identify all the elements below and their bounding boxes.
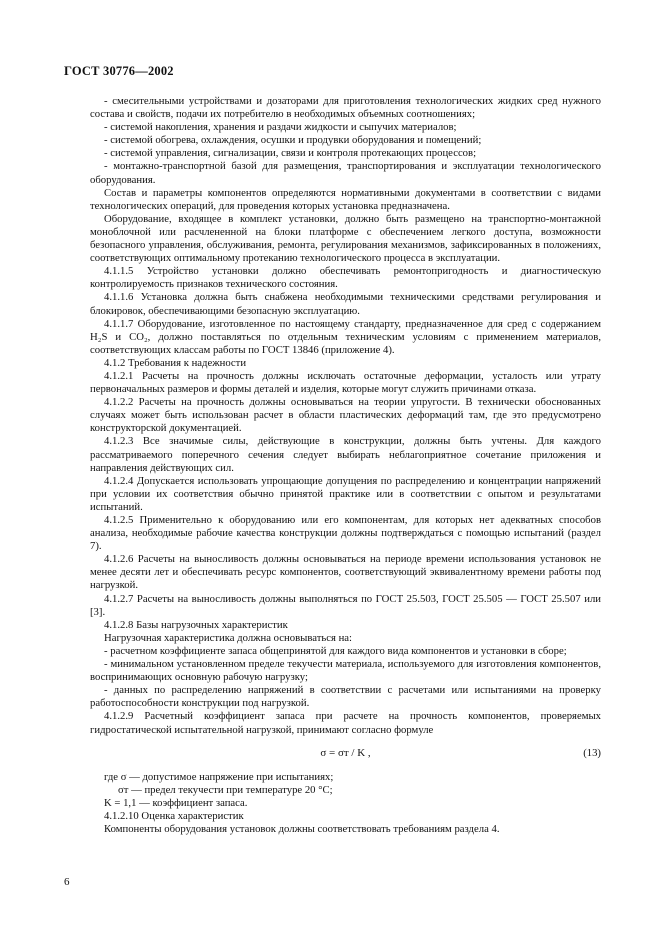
paragraph: 4.1.2.7 Расчеты на выносливость должны выполняться по ГОСТ 25.503, ГОСТ 25.505 — ГОСТ 25.507 или [3]. [90, 592, 601, 618]
paragraph: 4.1.2.2 Расчеты на прочность должны основываться на теории упругости. В технически обоснованных случаях может быть использован расчет в области пластических деформаций там, где это предусмотрено конструкторской документацией. [90, 396, 601, 435]
section-heading: 4.1.2.10 Оценка характеристик [104, 809, 244, 822]
page-header: ГОСТ 30776—2002 [64, 64, 174, 78]
paragraph: σт — предел текучести при температуре 20 °С; [118, 783, 333, 796]
paragraph: 4.1.2.5 Применительно к оборудованию или его компонентам, для которых нет адекватных способов анализа, необходимые рабочие качества конструкции должны подтверждаться с помощью испытаний (раздел 7). [90, 514, 601, 553]
section-heading: 4.1.2.8 Базы нагрузочных характеристик [104, 618, 288, 631]
paragraph: 4.1.2.9 Расчетный коэффициент запаса при расчете на прочность компонентов, проверяемых гидростатической испытательной нагрузкой, принимают согласно формуле [90, 710, 601, 736]
paragraph: - системой накопления, хранения и раздачи жидкости и сыпучих материалов; [104, 121, 457, 134]
paragraph: - системой управления, сигнализации, связи и контроля протекающих процессов; [104, 147, 477, 160]
formula-number: (13) [583, 746, 601, 759]
paragraph: - смесительными устройствами и дозаторами для приготовления технологических жидких сред нужного состава и свойств, подачи их потребителю в необходимых объемных соотношениях; [90, 95, 601, 121]
paragraph: Состав и параметры компонентов определяются нормативными документами в соответствии с видами технологических операций, для проведения которых установка предназначена. [90, 186, 601, 212]
list-item: - данных по распределению напряжений в соответствии с расчетами или испытаниями на проверку работоспособности конструкции под нагрузкой. [90, 684, 601, 710]
paragraph: - монтажно-транспортной базой для размещения, транспортирования и эксплуатации технологического оборудования. [90, 160, 601, 186]
formula: σ = σт / K , [320, 746, 371, 759]
document-body [90, 95, 601, 836]
paragraph: 4.1.1.5 Устройство установки должно обеспечивать ремонтопригодность и диагностическую контролируемость признаков технического состояния. [90, 265, 601, 291]
paragraph: 4.1.1.6 Установка должна быть снабжена необходимыми техническими средствами регулирования и блокировок, обеспечивающими безопасную эксплуатацию. [90, 291, 601, 317]
list-item: - минимальном установленном пределе текучести материала, используемого для изготовления компонентов, воспринимающих основную рабочую нагрузку; [90, 658, 601, 684]
paragraph: K = 1,1 — коэффициент запаса. [104, 796, 248, 809]
paragraph: 4.1.2.4 Допускается использовать упрощающие допущения по распределению и концентрации напряжений при условии их соответствия обычно принятой практике или в соответствии с опытом и результатами испытаний. [90, 474, 601, 513]
page-number: 6 [64, 876, 70, 888]
paragraph: 4.1.2.3 Все значимые силы, действующие в конструкции, должны быть учтены. Для каждого рассматриваемого поперечного сечения следует выбирать неблагоприятное сочетание приложения и направления действующих сил. [90, 435, 601, 474]
paragraph: где σ — допустимое напряжение при испытаниях; [104, 770, 334, 783]
paragraph: Нагрузочная характеристика должна основываться на: [104, 631, 353, 644]
paragraph: - системой обогрева, охлаждения, осушки и продувки оборудования и помещений; [104, 134, 482, 147]
paragraph: 4.1.1.7 Оборудование, изготовленное по настоящему стандарту, предназначенное для сред с содержанием H₂S и CO₂, должно поставляться по отдельным техническим условиям с применением материалов, соответствующих классам работы по ГОСТ 13846 (приложение 4). [90, 317, 601, 356]
paragraph: 4.1.2.1 Расчеты на прочность должны исключать остаточные деформации, усталость или утрату первоначальных размеров и формы деталей и изделия, которые могут служить причинами отказа. [90, 369, 601, 396]
list-item: - расчетном коэффициенте запаса общепринятой для каждого вида компонентов и установки в сборе; [104, 644, 567, 657]
section-heading: 4.1.2 Требования к надежности [104, 356, 247, 369]
paragraph: Оборудование, входящее в комплект установки, должно быть размещено на транспортно-монтажной моноблочной или расчлененной на блоки платформе с обеспечением легкого доступа, возможности безопасного управления, обслуживания, ремонта, регулирования механизмов, зафиксированных в положениях, соответствующих оптимальному протеканию технологического процесса в эксплуатации. [90, 212, 601, 265]
paragraph: Компоненты оборудования установок должны соответствовать требованиям раздела 4. [104, 822, 500, 835]
paragraph: 4.1.2.6 Расчеты на выносливость должны основываться на периоде времени использования установок не менее десяти лет и обеспечивать ресурс компонентов, соответствующий эквивалентному времени работы под нагрузкой. [90, 553, 601, 592]
formula-block [90, 743, 601, 767]
